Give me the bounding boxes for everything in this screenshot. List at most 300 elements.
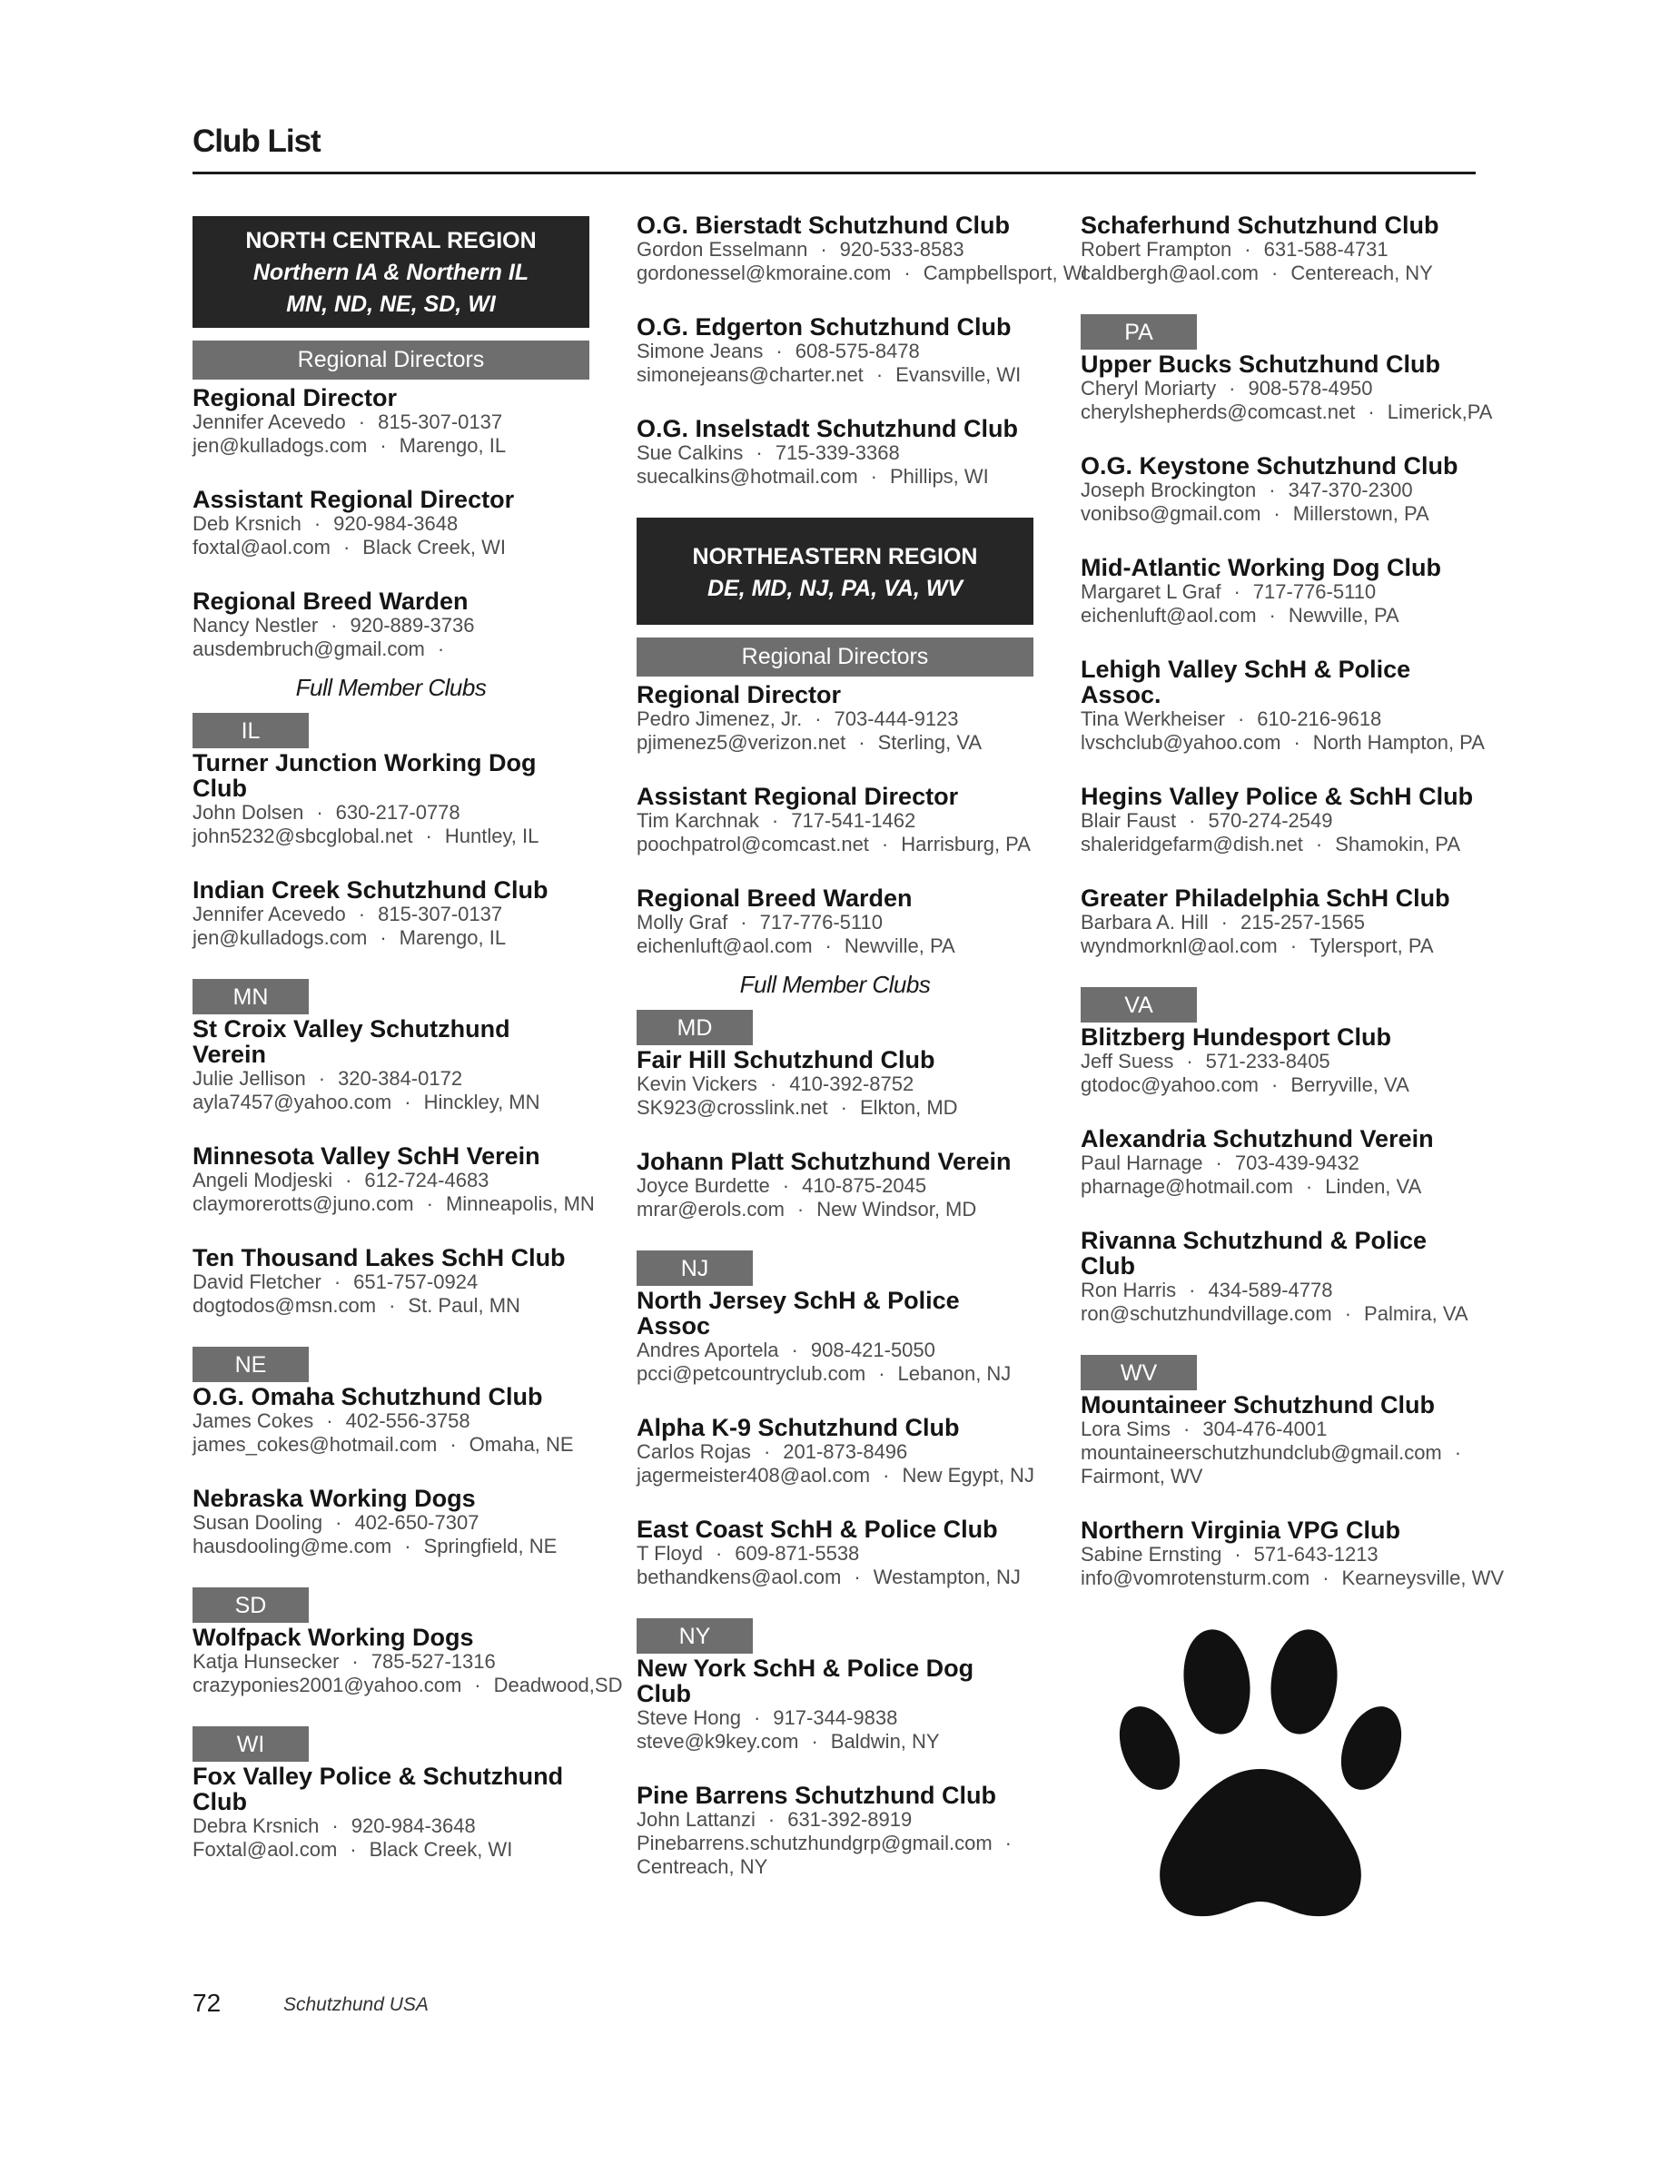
region-name: NORTH CENTRAL REGION	[245, 228, 537, 253]
phone: 610-216-9618	[1257, 707, 1382, 730]
contact-line	[1081, 1151, 1477, 1175]
email: gordonessel@kmoraine.com	[637, 262, 892, 284]
club-entry	[1081, 212, 1477, 285]
club-entry	[1081, 885, 1477, 958]
city: Westampton, NJ	[873, 1566, 1021, 1588]
email: ron@schutzhundvillage.com	[1081, 1302, 1332, 1325]
separator-dot: ·	[1293, 731, 1300, 754]
phone: 608-575-8478	[795, 340, 920, 362]
club-name: Pine Barrens Schutzhund Club	[637, 1782, 997, 1809]
club-name: Alexandria Schutzhund Verein	[1081, 1125, 1434, 1152]
state-groups	[1081, 314, 1505, 1590]
email: foxtal@aol.com	[193, 536, 331, 558]
contact-name: James Cokes	[193, 1409, 314, 1432]
separator-dot: ·	[1322, 1566, 1329, 1589]
separator-dot: ·	[474, 1674, 481, 1696]
email-line	[193, 1294, 589, 1318]
club-name: Lehigh Valley SchH & Police Assoc.	[1081, 656, 1411, 708]
contact-name: Katja Hunsecker	[193, 1650, 340, 1673]
club-name: Schaferhund Schutzhund Club	[1081, 212, 1439, 239]
email-line: foxtal@aol.com · Black Creek, WI	[193, 536, 506, 558]
city: Black Creek, WI	[362, 536, 506, 558]
email: mountaineerschutzhundclub@gmail.com	[1081, 1441, 1442, 1464]
contact-name: Steve Hong	[637, 1706, 741, 1729]
state-tag: IL	[193, 713, 309, 748]
email: pjimenez5@verizon.net	[637, 731, 846, 754]
phone: 715-339-3368	[775, 441, 900, 464]
city: Omaha, NE	[469, 1433, 574, 1456]
separator-dot: ·	[753, 1706, 761, 1729]
director-entry	[637, 885, 1033, 958]
separator-dot: ·	[875, 363, 884, 386]
contact-name: Joseph Brockington	[1081, 479, 1257, 501]
club-name: North Jersey SchH & Police Assoc	[637, 1287, 960, 1339]
contact-line	[637, 1808, 1033, 1832]
email-line	[1081, 262, 1477, 285]
email: john5232@sbcglobal.net	[193, 825, 413, 847]
contact-name: Jennifer Acevedo	[193, 903, 346, 925]
separator-dot: ·	[1189, 809, 1196, 832]
club-entry	[637, 1655, 1033, 1754]
state-tag: NJ	[637, 1250, 753, 1286]
title-divider	[193, 172, 1476, 174]
club-entry	[193, 1142, 595, 1216]
contact-line	[1081, 1050, 1477, 1073]
club-entry	[193, 1486, 589, 1558]
email: claymorerotts@juno.com	[193, 1192, 414, 1215]
club-name: New York SchH & Police Dog Club	[637, 1655, 974, 1707]
contact-name: Gordon Esselmann	[637, 238, 808, 261]
city: Lebanon, NJ	[897, 1362, 1012, 1385]
region-subtitle: MN, ND, NE, SD, WI	[286, 292, 496, 317]
city: Harrisburg, PA	[901, 833, 1031, 855]
email: hausdooling@me.com	[193, 1535, 392, 1557]
separator-dot: ·	[316, 801, 323, 824]
email-line	[637, 1566, 1033, 1589]
contact-line: Pedro Jimenez, Jr. · 703-444-9123	[637, 707, 959, 730]
phone: 920-533-8583	[839, 238, 964, 261]
email: Foxtal@aol.com	[193, 1838, 338, 1861]
email-line	[1081, 934, 1477, 958]
full-member-clubs-heading: Full Member Clubs	[295, 674, 487, 701]
phone: 717-776-5110	[1252, 580, 1377, 603]
separator-dot: ·	[1244, 238, 1251, 261]
director-entry	[637, 784, 1033, 856]
email: eichenluft@aol.com	[637, 934, 813, 957]
contact-name: T Floyd	[637, 1542, 703, 1565]
separator-dot: ·	[776, 340, 783, 362]
separator-dot: ·	[763, 1440, 771, 1463]
club-name: O.G. Edgerton Schutzhund Club	[637, 313, 1012, 341]
state-group-ny	[637, 1618, 1033, 1879]
email-line	[193, 1838, 589, 1862]
contact-name: Deb Krsnich	[193, 512, 301, 535]
contact-name: Jeff Suess	[1081, 1050, 1174, 1072]
club-entry	[1081, 1024, 1477, 1097]
state-group-sd	[193, 1587, 623, 1697]
email-line	[1081, 502, 1477, 526]
club-entry	[193, 1764, 589, 1862]
separator-dot: ·	[883, 1464, 890, 1487]
email: vonibso@gmail.com	[1081, 502, 1261, 525]
publication-name: Schutzhund USA	[283, 1994, 429, 2015]
separator-dot: ·	[756, 441, 763, 464]
email: ausdembruch@gmail.com	[193, 637, 425, 660]
phone: 609-871-5538	[735, 1542, 860, 1565]
email: james_cokes@hotmail.com	[193, 1433, 438, 1456]
email: wyndmorknl@aol.com	[1081, 934, 1278, 957]
separator-dot: ·	[426, 1192, 433, 1215]
city: Newville, PA	[1288, 604, 1399, 627]
contact-name: Sue Calkins	[637, 441, 744, 464]
director-title: Assistant Regional Director	[193, 486, 515, 513]
state-group-ne	[193, 1347, 589, 1558]
email-line: poochpatrol@comcast.net · Harrisburg, PA	[637, 833, 1031, 855]
separator-dot: ·	[1271, 262, 1279, 284]
email: pharnage@hotmail.com	[1081, 1175, 1293, 1198]
phone: 815-307-0137	[378, 410, 503, 433]
separator-dot: ·	[358, 903, 366, 925]
club-entry	[1081, 1228, 1477, 1326]
contact-line: Tim Karchnak · 717-541-1462	[637, 809, 916, 832]
separator-dot: ·	[425, 825, 432, 847]
city: Minneapolis, MN	[445, 1192, 595, 1215]
paw-print-icon	[1115, 1626, 1406, 1921]
state-group-wv	[1081, 1355, 1505, 1590]
club-name: Blitzberg Hundesport Club	[1081, 1023, 1391, 1051]
state-tag: NE	[193, 1347, 309, 1382]
email: shaleridgefarm@dish.net	[1081, 833, 1303, 855]
separator-dot: ·	[1273, 502, 1280, 525]
club-entry	[193, 1624, 623, 1697]
state-tag: PA	[1081, 314, 1197, 350]
separator-dot: ·	[1315, 833, 1323, 855]
separator-dot: ·	[904, 262, 911, 284]
email: eichenluft@aol.com	[1081, 604, 1257, 627]
city: Phillips, WI	[889, 465, 989, 488]
city: Huntley, IL	[444, 825, 539, 847]
separator-dot: ·	[1233, 580, 1240, 603]
contact-name: Simone Jeans	[637, 340, 764, 362]
club-entry	[1081, 784, 1477, 856]
club-name: Mountaineer Schutzhund Club	[1081, 1391, 1435, 1418]
email-line: jen@kulladogs.com · Marengo, IL	[193, 434, 507, 457]
email: simonejeans@charter.net	[637, 363, 864, 386]
separator-dot: ·	[1183, 1418, 1191, 1440]
phone: 703-439-9432	[1234, 1151, 1359, 1174]
separator-dot: ·	[715, 1542, 723, 1565]
contact-line	[637, 1174, 1033, 1198]
contact-name: Sabine Ernsting	[1081, 1543, 1222, 1566]
separator-dot: ·	[878, 1362, 885, 1385]
club-name: Minnesota Valley SchH Verein	[193, 1142, 540, 1170]
email-line	[193, 1091, 589, 1114]
city: Evansville, WI	[895, 363, 1022, 386]
email-line	[637, 1362, 1033, 1386]
club-entry	[637, 1783, 1033, 1879]
director-entry	[193, 385, 589, 458]
contact-line	[637, 1339, 1033, 1362]
contact-name: Angeli Modjeski	[193, 1169, 333, 1191]
club-entry	[637, 212, 1088, 285]
club-entry	[1081, 555, 1477, 628]
email: gtodoc@yahoo.com	[1081, 1073, 1260, 1096]
column-2	[637, 212, 1088, 1908]
contact-line	[637, 1542, 1033, 1566]
email: steve@k9key.com	[637, 1730, 799, 1753]
region-header-northeastern	[637, 518, 1033, 625]
separator-dot: ·	[1237, 707, 1245, 730]
separator-dot: ·	[1189, 1279, 1196, 1301]
separator-dot: ·	[318, 1067, 326, 1090]
contact-name: Kevin Vickers	[637, 1072, 757, 1095]
club-name: Ten Thousand Lakes SchH Club	[193, 1244, 566, 1271]
email: bethandkens@aol.com	[637, 1566, 842, 1588]
separator-dot: ·	[811, 1730, 818, 1753]
club-name: Alpha K-9 Schutzhund Club	[637, 1414, 960, 1441]
phone: 571-233-8405	[1205, 1050, 1330, 1072]
separator-dot: ·	[350, 1838, 357, 1861]
phone: 908-421-5050	[810, 1339, 935, 1361]
page-number: 72	[193, 1989, 222, 2017]
director-entry	[193, 588, 589, 661]
phone: 631-392-8919	[787, 1808, 913, 1831]
contact-name: Cheryl Moriarty	[1081, 377, 1217, 400]
contact-line	[193, 1169, 589, 1192]
state-group-nj	[637, 1250, 1033, 1589]
email: jen@kulladogs.com	[193, 926, 368, 949]
phone: 717-541-1462	[791, 809, 916, 832]
club-name: Turner Junction Working Dog Club	[193, 749, 537, 802]
regional-directors-band: Regional Directors	[193, 341, 589, 380]
phone: 320-384-0172	[338, 1067, 463, 1090]
region-subtitle: Northern IA & Northern IL	[252, 260, 529, 285]
club-entry	[637, 416, 1033, 489]
separator-dot: ·	[404, 1535, 411, 1557]
email-line: eichenluft@aol.com · Newville, PA	[637, 934, 955, 957]
contact-name: Ron Harris	[1081, 1279, 1177, 1301]
phone: 304-476-4001	[1202, 1418, 1328, 1440]
separator-dot: ·	[389, 1294, 396, 1317]
separator-dot: ·	[351, 1650, 359, 1673]
phone: 402-650-7307	[354, 1511, 479, 1534]
separator-dot: ·	[769, 1072, 777, 1095]
city: Hinckley, MN	[423, 1091, 540, 1113]
phone: 570-274-2549	[1208, 809, 1333, 832]
email-line: ausdembruch@gmail.com ·	[193, 637, 445, 660]
contact-line	[1081, 1418, 1477, 1441]
contact-name: Pedro Jimenez, Jr.	[637, 707, 803, 730]
phone: 717-776-5110	[759, 911, 883, 934]
phone: 785-527-1316	[371, 1650, 496, 1673]
separator-dot: ·	[870, 465, 877, 488]
club-name: Northern Virginia VPG Club	[1081, 1517, 1401, 1544]
contact-line	[193, 1650, 589, 1674]
email-line	[637, 1730, 1033, 1754]
phone: 410-392-8752	[789, 1072, 914, 1095]
city: Millerstown, PA	[1292, 502, 1429, 525]
state-tag: MD	[637, 1010, 753, 1045]
club-entry	[637, 1517, 1033, 1589]
city: Centreach, NY	[637, 1855, 768, 1878]
city: Newville, PA	[844, 934, 955, 957]
contact-line	[1081, 911, 1477, 934]
email-line	[193, 926, 589, 950]
club-entry	[193, 877, 589, 950]
club-name: Rivanna Schutzhund & Police Club	[1081, 1227, 1428, 1280]
email-line	[1081, 1073, 1477, 1097]
email-line	[637, 1198, 1033, 1221]
email-line	[637, 363, 1033, 387]
city: Fairmont, WV	[1081, 1465, 1203, 1487]
club-name: O.G. Omaha Schutzhund Club	[193, 1383, 543, 1410]
contact-name: Jennifer Acevedo	[193, 410, 346, 433]
city: Black Creek, WI	[369, 1838, 513, 1861]
contact-line	[1081, 377, 1477, 400]
page-title: Club List	[193, 124, 321, 159]
phone: 347-370-2300	[1288, 479, 1413, 501]
club-name: O.G. Bierstadt Schutzhund Club	[637, 212, 1010, 239]
email: Pinebarrens.schutzhundgrp@gmail.com	[637, 1832, 993, 1854]
separator-dot: ·	[1220, 911, 1228, 934]
separator-dot: ·	[1290, 934, 1298, 957]
club-entry	[193, 1384, 589, 1457]
state-group-wi	[193, 1726, 589, 1862]
region-header-north-central	[193, 216, 589, 328]
contact-line	[1081, 580, 1477, 604]
email-line	[637, 465, 1033, 489]
email-line	[1081, 1441, 1477, 1465]
separator-dot: ·	[1215, 1151, 1222, 1174]
email: cherylshepherds@comcast.net	[1081, 400, 1356, 423]
phone: 703-444-9123	[834, 707, 959, 730]
city: Elkton, MD	[859, 1096, 958, 1119]
city: Limerick,PA	[1387, 400, 1493, 423]
club-name: St Croix Valley Schutzhund Verein	[193, 1015, 510, 1068]
contact-name: John Lattanzi	[637, 1808, 756, 1831]
separator-dot: ·	[345, 1169, 352, 1191]
city: Marengo, IL	[399, 926, 507, 949]
state-tag: WI	[193, 1726, 309, 1762]
phone: 215-257-1565	[1240, 911, 1365, 934]
contact-name: Barbara A. Hill	[1081, 911, 1209, 934]
email: dogtodos@msn.com	[193, 1294, 377, 1317]
contact-line	[1081, 238, 1477, 262]
contact-line	[637, 1706, 1033, 1730]
ny-continued-list	[1081, 212, 1477, 285]
email: jagermeister408@aol.com	[637, 1464, 871, 1487]
club-name: Fox Valley Police & Schutzhund Club	[193, 1763, 564, 1815]
email: SK923@crosslink.net	[637, 1096, 828, 1119]
email: suecalkins@hotmail.com	[637, 465, 858, 488]
club-entry	[1081, 656, 1485, 755]
email-line	[637, 1832, 1033, 1855]
email-line	[637, 1096, 1033, 1120]
contact-name: Tina Werkheiser	[1081, 707, 1225, 730]
email: mrar@erols.com	[637, 1198, 785, 1220]
separator-dot: ·	[1271, 1073, 1279, 1096]
club-entry	[637, 1149, 1033, 1221]
state-tag: SD	[193, 1587, 309, 1623]
club-name: Indian Creek Schutzhund Club	[193, 876, 548, 904]
contact-name: John Dolsen	[193, 801, 304, 824]
club-name: Mid-Atlantic Working Dog Club	[1081, 554, 1441, 581]
email-line	[1081, 1302, 1477, 1326]
director-title: Assistant Regional Director	[637, 783, 959, 810]
separator-dot: ·	[796, 1198, 805, 1220]
club-entry	[193, 1016, 589, 1114]
column-1	[193, 216, 623, 1891]
city: St. Paul, MN	[408, 1294, 520, 1317]
email-line	[193, 825, 589, 848]
email: lvschclub@yahoo.com	[1081, 731, 1281, 754]
email-line	[193, 1674, 623, 1697]
contact-line: Deb Krsnich · 920-984-3648	[193, 512, 459, 535]
email-line	[1081, 731, 1485, 755]
contact-line: Jennifer Acevedo · 815-307-0137	[193, 410, 503, 433]
city: Shamokin, PA	[1335, 833, 1461, 855]
contact-line	[193, 1270, 589, 1294]
separator-dot: ·	[767, 1808, 776, 1831]
separator-dot: ·	[1234, 1543, 1241, 1566]
club-entry	[1081, 1517, 1505, 1590]
contact-line	[193, 903, 589, 926]
state-tag: VA	[1081, 987, 1197, 1023]
city: Marengo, IL	[399, 434, 507, 457]
city: Tylersport, PA	[1309, 934, 1434, 957]
city-line	[637, 1855, 1033, 1879]
contact-name: David Fletcher	[193, 1270, 321, 1293]
contact-line	[637, 1072, 1033, 1096]
separator-dot: ·	[333, 1270, 341, 1293]
separator-dot: ·	[1004, 1832, 1012, 1854]
contact-line	[193, 1409, 589, 1433]
email-line	[193, 1192, 595, 1216]
contact-name: Tim Karchnak	[637, 809, 759, 832]
separator-dot: ·	[1454, 1441, 1462, 1464]
state-group-md	[637, 1010, 1033, 1221]
email-line	[1081, 604, 1477, 628]
contact-line	[1081, 809, 1477, 833]
contact-name: Robert Frampton	[1081, 238, 1232, 261]
phone: 920-889-3736	[350, 614, 475, 637]
club-name: Johann Platt Schutzhund Verein	[637, 1148, 1012, 1175]
region-subtitle: DE, MD, NJ, PA, VA, WV	[707, 576, 964, 601]
separator-dot: ·	[404, 1091, 411, 1113]
email: poochpatrol@comcast.net	[637, 833, 869, 855]
city: Baldwin, NY	[830, 1730, 940, 1753]
contact-name: Joyce Burdette	[637, 1174, 770, 1197]
state-tag: MN	[193, 979, 309, 1014]
state-tag: WV	[1081, 1355, 1197, 1390]
phone: 917-344-9838	[773, 1706, 898, 1729]
city: North Hampton, PA	[1312, 731, 1485, 754]
contact-name: Lora Sims	[1081, 1418, 1171, 1440]
contact-line	[193, 1511, 589, 1535]
city: Berryville, VA	[1290, 1073, 1409, 1096]
director-entry	[193, 487, 589, 559]
contact-name: Susan Dooling	[193, 1511, 323, 1534]
contact-name: Carlos Rojas	[637, 1440, 751, 1463]
director-title: Regional Director	[193, 384, 398, 411]
club-name: Nebraska Working Dogs	[193, 1485, 476, 1512]
separator-dot: ·	[1186, 1050, 1193, 1072]
email: caldbergh@aol.com	[1081, 262, 1259, 284]
email: pcci@petcountryclub.com	[637, 1362, 866, 1385]
club-name: O.G. Inselstadt Schutzhund Club	[637, 415, 1019, 442]
city: New Windsor, MD	[816, 1198, 977, 1220]
phone: 920-984-3648	[333, 512, 459, 535]
